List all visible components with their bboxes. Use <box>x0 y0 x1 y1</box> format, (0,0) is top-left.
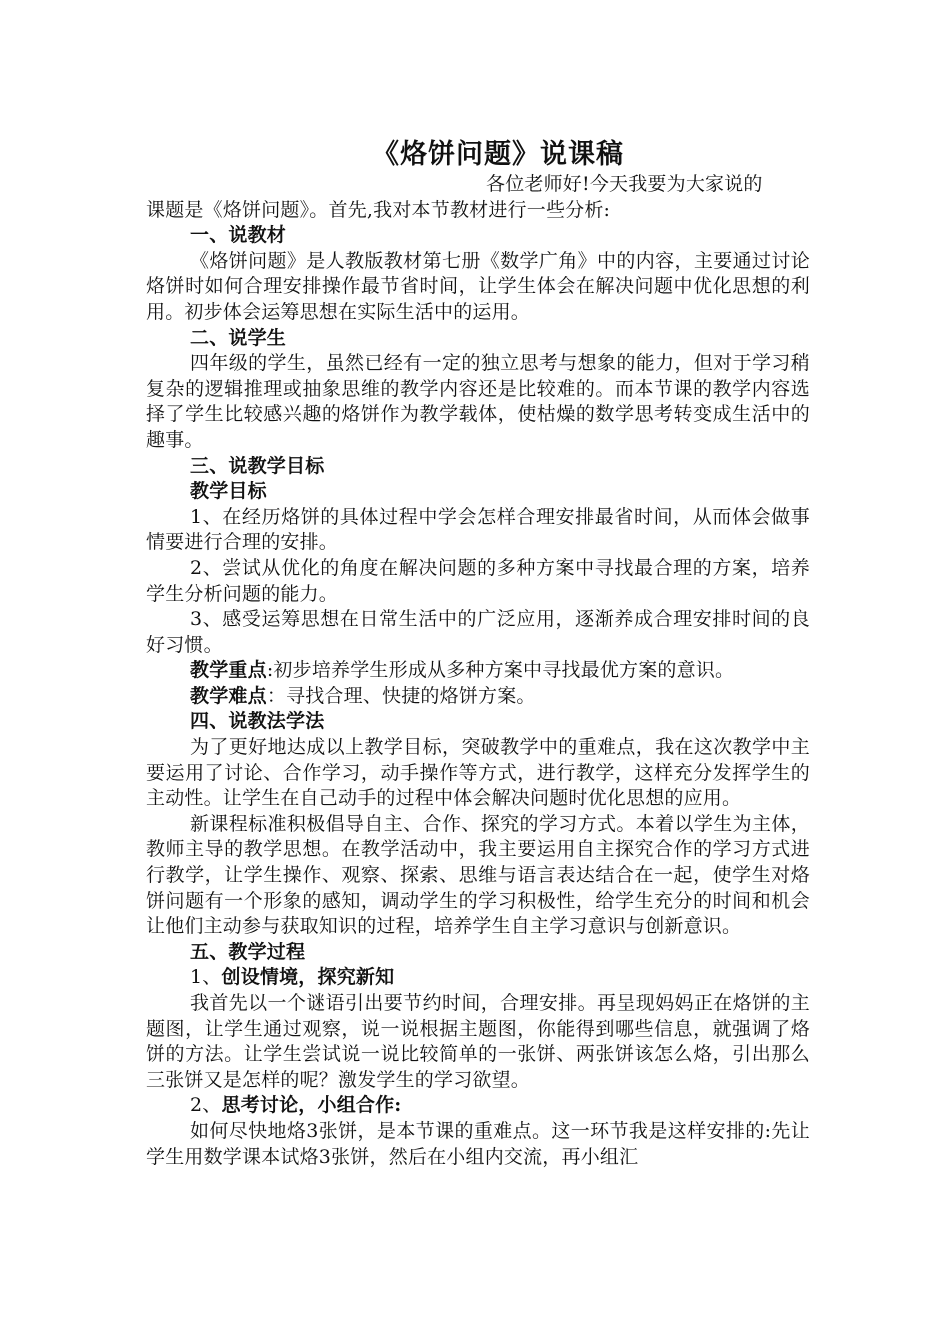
difficult-point-label: 教学难点 <box>190 684 267 707</box>
section-paragraph-students: 四年级的学生，虽然已经有一定的独立思考与想象的能力，但对于学习稍复杂的逻辑推理或抽象思维的教学内容还是比较难的。而本节课的教学内容选择了学生比较感兴趣的烙饼作为教学载体，使枯燥的数学思考转变成生活中的趣事。 <box>146 352 810 451</box>
document-page <box>146 138 810 1170</box>
section-heading-methods: 四、说教法学法 <box>190 710 325 733</box>
section-heading-textbook: 一、说教材 <box>190 224 287 247</box>
key-point-text: :初步培养学生形成从多种方案中寻找最优方案的意识。 <box>266 659 735 682</box>
key-point-label: 教学重点 <box>190 659 267 682</box>
process-step-1-number: 1、 <box>190 966 222 989</box>
key-point <box>146 658 810 684</box>
difficult-point-text: ：寻找合理、快捷的烙饼方案。 <box>266 684 536 707</box>
difficult-point <box>146 684 810 710</box>
process-step-2-number: 2、 <box>190 1094 222 1117</box>
process-step-2-heading <box>146 1093 810 1119</box>
goal-item: 3、感受运筹思想在日常生活中的广泛应用，逐渐养成合理安排时间的良好习惯。 <box>146 608 810 656</box>
section-paragraph-textbook: 《烙饼问题》是人教版教材第七册《数学广角》中的内容，主要通过讨论烙饼时如何合理安排操作最节省时间，让学生体会在解决问题中优化思想的利用。初步体会运筹思想在实际生活中的运用。 <box>146 249 810 323</box>
process-step-1-title: 创设情境，探究新知 <box>221 966 395 989</box>
section-paragraph-methods-1: 为了更好地达成以上教学目标，突破教学中的重难点，我在这次教学中主要运用了讨论、合作学习，动手操作等方式，进行教学，这样充分发挥学生的主动性。让学生在自己动手的过程中体会解决问题时优化思想的应用。 <box>146 736 810 810</box>
section-heading-goals: 三、说教学目标 <box>190 454 325 477</box>
section-heading-students: 二、说学生 <box>190 326 287 349</box>
process-step-1-heading <box>146 965 810 991</box>
process-step-2-title: 思考讨论，小组合作: <box>221 1094 402 1117</box>
goal-item: 1、在经历烙饼的具体过程中学会怎样合理安排最省时间，从而体会做事情要进行合理的安排。 <box>146 505 810 554</box>
goal-item: 2、尝试从优化的角度在解决问题的多种方案中寻找最合理的方案，培养学生分析问题的能力。 <box>146 556 810 605</box>
intro-greeting: 各位老师好!今天我要为大家说的 <box>486 173 763 195</box>
process-step-2-paragraph: 如何尽快地烙3张饼，是本节课的重难点。这一环节我是这样安排的:先让学生用数学课本试烙3张饼，然后在小组内交流，再小组汇 <box>146 1119 810 1168</box>
document-title: 《烙饼问题》说课稿 <box>372 139 624 170</box>
section-heading-process: 五、教学过程 <box>190 940 306 963</box>
subheading-goals: 教学目标 <box>190 480 267 503</box>
process-step-1-paragraph: 我首先以一个谜语引出要节约时间，合理安排。再呈现妈妈正在烙饼的主题图，让学生通过观察，说一说根据主题图，你能得到哪些信息，就强调了烙饼的方法。让学生尝试说一说比较简单的一张饼、两张饼该怎么烙，引出那么三张饼又是怎样的呢？激发学生的学习欲望。 <box>146 992 810 1091</box>
section-paragraph-methods-2: 新课程标准积极倡导自主、合作、探究的学习方式。本着以学生为主体，教师主导的教学思想。在教学活动中，我主要运用自主探究合作的学习方式进行教学，让学生操作、观察、探索、思维与语言表达结合在一起，使学生对烙饼问题有一个形象的感知，调动学生的学习积极性，给学生充分的时间和机会让他们主动参与获取知识的过程，培养学生自主学习意识与创新意识。 <box>146 812 810 938</box>
intro-text: 课题是《烙饼问题》。首先,我对本节教材进行一些分析: <box>146 198 611 221</box>
